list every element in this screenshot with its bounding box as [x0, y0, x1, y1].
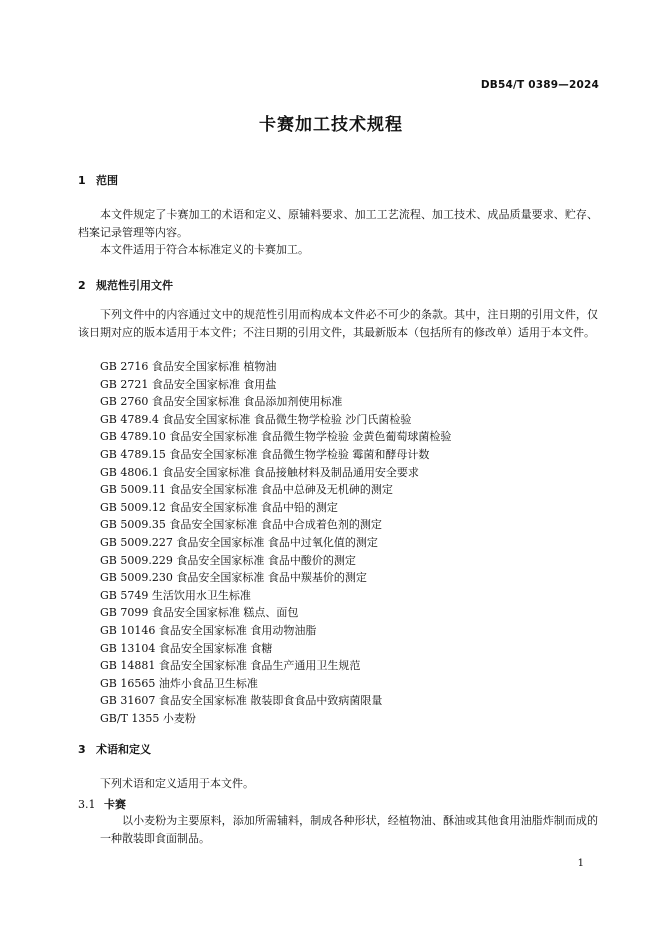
reference-item: GB 4789.15 食品安全国家标准 食品微生物学检验 霉菌和酵母计数 [100, 447, 430, 461]
reference-item: GB 5009.11 食品安全国家标准 食品中总砷及无机砷的测定 [100, 483, 393, 497]
terms-intro: 下列术语和定义适用于本文件。 [100, 777, 254, 790]
reference-item: GB 5749 生活饮用水卫生标准 [100, 588, 251, 602]
section-number: 2 [78, 279, 86, 292]
section-heading-normative-references [78, 277, 173, 293]
scope-paragraph-1: 本文件规定了卡赛加工的术语和定义、原辅料要求、加工工艺流程、加工技术、成品质量要求、贮存、档案记录管理等内容。 [78, 208, 598, 239]
reference-item: GB/T 1355 小麦粉 [100, 711, 196, 725]
term-number: 3.1 [78, 798, 96, 811]
section-number: 3 [78, 743, 86, 756]
reference-item: GB 5009.229 食品安全国家标准 食品中酸价的测定 [100, 553, 356, 567]
reference-item: GB 2760 食品安全国家标准 食品添加剂使用标准 [100, 395, 343, 409]
reference-item: GB 2721 食品安全国家标准 食用盐 [100, 377, 277, 391]
references-intro: 下列文件中的内容通过文中的规范性引用而构成本文件必不可少的条款。其中，注日期的引用文件，仅该日期对应的版本适用于本文件；不注日期的引用文件，其最新版本（包括所有的修改单）适用于本文件。 [78, 308, 598, 339]
section-title: 术语和定义 [96, 743, 151, 756]
document-code: DB54/T 0389—2024 [480, 79, 599, 91]
reference-item: GB 5009.227 食品安全国家标准 食品中过氧化值的测定 [100, 535, 378, 549]
reference-list [100, 358, 451, 727]
section-title: 规范性引用文件 [96, 279, 173, 292]
scope-paragraph-2: 本文件适用于符合本标准定义的卡赛加工。 [100, 243, 309, 256]
section-title: 范围 [96, 174, 118, 187]
reference-item: GB 4789.10 食品安全国家标准 食品微生物学检验 金黄色葡萄球菌检验 [100, 430, 452, 444]
reference-item: GB 4806.1 食品安全国家标准 食品接触材料及制品通用安全要求 [100, 465, 419, 479]
page-number: 1 [577, 858, 584, 869]
reference-item: GB 13104 食品安全国家标准 食糖 [100, 641, 273, 655]
reference-item: GB 5009.35 食品安全国家标准 食品中合成着色剂的测定 [100, 518, 382, 532]
reference-item: GB 4789.4 食品安全国家标准 食品微生物学检验 沙门氏菌检验 [100, 412, 412, 426]
term-name: 卡赛 [104, 798, 126, 811]
reference-item: GB 16565 油炸小食品卫生标准 [100, 676, 258, 690]
term-definition: 以小麦粉为主要原料，添加所需辅料，制成各种形状，经植物油、酥油或其他食用油脂炸制而成的一种散装即食面制品。 [100, 814, 598, 845]
section-heading-terms [78, 741, 151, 757]
reference-item: GB 7099 食品安全国家标准 糕点、面包 [100, 606, 299, 620]
document-title: 卡赛加工技术规程 [259, 115, 403, 135]
reference-item: GB 31607 食品安全国家标准 散装即食食品中致病菌限量 [100, 694, 383, 708]
reference-item: GB 10146 食品安全国家标准 食用动物油脂 [100, 623, 317, 637]
reference-item: GB 14881 食品安全国家标准 食品生产通用卫生规范 [100, 659, 361, 673]
section-heading-scope [78, 172, 118, 188]
reference-item: GB 5009.230 食品安全国家标准 食品中羰基价的测定 [100, 571, 367, 585]
reference-item: GB 5009.12 食品安全国家标准 食品中铅的测定 [100, 500, 338, 514]
section-number: 1 [78, 174, 86, 187]
term-heading [78, 796, 126, 812]
reference-item: GB 2716 食品安全国家标准 植物油 [100, 360, 277, 373]
